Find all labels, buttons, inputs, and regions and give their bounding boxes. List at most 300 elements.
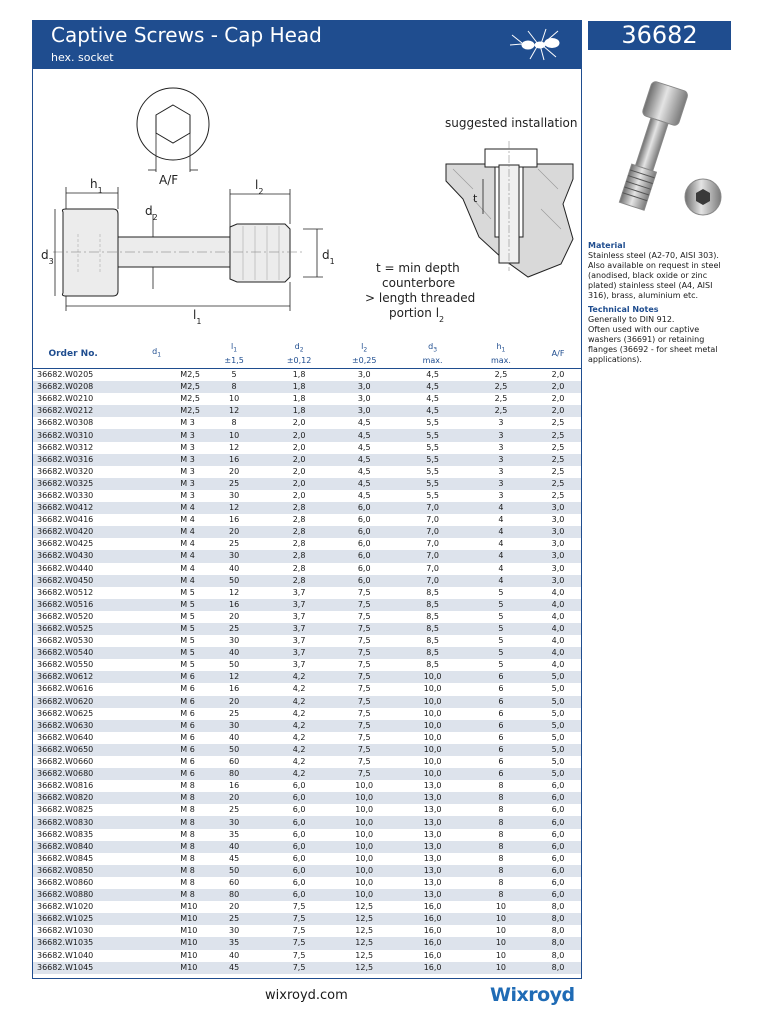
table-row: [33, 720, 581, 732]
table-cell: M2,5: [113, 381, 200, 393]
table-cell: 3,7: [292, 636, 306, 646]
table-cell: 40: [228, 563, 240, 573]
table-cell: 2,8: [292, 539, 306, 549]
column-header-label: $d_2$: [294, 342, 304, 354]
table-cell: 12,5: [330, 913, 398, 925]
table-cell: 20: [200, 792, 268, 804]
table-cell: 7,0: [398, 502, 466, 514]
table-row: [33, 659, 581, 671]
table-cell: 4,2: [292, 708, 306, 718]
table-cell: 10: [495, 950, 507, 960]
order-number-cell: 36682.W0412: [33, 502, 113, 514]
table-cell: 4,5: [330, 454, 398, 466]
technical-text-1: Generally to DIN 912.: [588, 315, 675, 324]
order-number-cell: 36682.W0880: [33, 889, 113, 901]
label-d2: $d_2$: [145, 204, 158, 222]
order-number-cell: 36682.W1020: [37, 902, 94, 912]
table-cell: 5: [467, 623, 535, 635]
table-row: [33, 466, 581, 478]
table-cell: 5,0: [535, 671, 581, 683]
order-number-cell: 36682.W0845: [37, 853, 94, 863]
table-cell: 8,0: [535, 937, 581, 949]
table-row: [33, 442, 581, 454]
table-cell: 30: [228, 926, 240, 936]
table-cell: 4: [498, 539, 504, 549]
table-cell: 12,5: [330, 937, 398, 949]
table-cell: 2,0: [535, 405, 581, 417]
table-row: [33, 647, 581, 659]
column-header-tolerance: ±1,5: [224, 355, 244, 365]
table-cell: 40: [200, 647, 268, 659]
table-row: [33, 683, 581, 695]
table-cell: 5,0: [551, 757, 565, 767]
table-cell: M10: [113, 937, 200, 949]
order-number-cell: 36682.W0325: [33, 478, 113, 490]
order-number-cell: 36682.W0820: [33, 792, 113, 804]
table-cell: M 8: [113, 792, 200, 804]
table-cell: 4,5: [357, 466, 371, 476]
hex-socket-icon: [156, 105, 190, 143]
order-number-cell: 36682.W0430: [33, 550, 113, 562]
table-cell: 7,5: [357, 708, 371, 718]
table-cell: 7,0: [426, 563, 439, 573]
table-cell: 5,0: [535, 720, 581, 732]
order-number-cell: 36682.W0516: [33, 599, 113, 611]
table-cell: 6,0: [268, 865, 330, 877]
table-cell: M 4: [180, 515, 195, 525]
table-cell: 12: [200, 671, 268, 683]
order-number-cell: 36682.W0316: [33, 454, 113, 466]
table-cell: 12: [200, 502, 268, 514]
table-cell: M 8: [180, 781, 195, 791]
order-number-cell: 36682.W0308: [37, 418, 94, 428]
table-cell: 16,0: [423, 950, 442, 960]
order-number-cell: 36682.W0416: [37, 515, 94, 525]
table-cell: 16: [200, 454, 268, 466]
table-row: [33, 526, 581, 538]
table-cell: 10,0: [423, 708, 442, 718]
table-cell: M 8: [180, 853, 195, 863]
table-cell: M 8: [180, 829, 195, 839]
brand-logo: Wixroyd: [490, 984, 575, 1006]
table-cell: M 6: [113, 696, 200, 708]
table-row: [33, 756, 581, 768]
table-cell: 5: [498, 636, 504, 646]
table-cell: 4,5: [330, 429, 398, 441]
table-cell: 10: [495, 926, 507, 936]
table-cell: 2,0: [268, 429, 330, 441]
table-cell: M 3: [180, 418, 195, 428]
table-cell: 3,0: [551, 539, 565, 549]
table-cell: 8: [467, 792, 535, 804]
table-cell: 2,5: [551, 418, 565, 428]
table-cell: 10,0: [330, 865, 398, 877]
table-cell: 7,5: [330, 696, 398, 708]
table-cell: 60: [228, 757, 240, 767]
table-row: [33, 587, 581, 599]
label-l1: $l_1$: [193, 308, 202, 326]
table-cell: 6,0: [535, 816, 581, 828]
table-cell: M 5: [180, 660, 195, 670]
table-cell: 7,0: [398, 550, 466, 562]
order-number-cell: 36682.W1025: [33, 913, 113, 925]
order-number-cell: 36682.W0425: [37, 539, 94, 549]
table-cell: 40: [228, 732, 240, 742]
column-header: [113, 340, 200, 369]
installation-note-1: t = min depth: [376, 261, 460, 275]
table-cell: M 8: [113, 865, 200, 877]
table-cell: 12: [200, 405, 268, 417]
table-cell: 5,0: [535, 768, 581, 780]
table-cell: 6,0: [268, 889, 330, 901]
table-cell: M 4: [180, 563, 195, 573]
table-cell: M2,5: [180, 394, 200, 404]
table-cell: 4,5: [426, 394, 439, 404]
table-cell: 12: [228, 442, 240, 452]
table-cell: M 5: [180, 587, 195, 597]
table-cell: 3,7: [268, 647, 330, 659]
table-cell: 4,2: [292, 757, 306, 767]
table-cell: M 6: [180, 732, 195, 742]
table-cell: 8,5: [426, 660, 439, 670]
table-cell: 1,8: [268, 405, 330, 417]
installation-title: suggested installation: [445, 116, 578, 130]
table-cell: 20: [200, 526, 268, 538]
table-cell: 2,5: [551, 466, 565, 476]
table-cell: 8: [498, 853, 504, 863]
table-cell: 16,0: [398, 962, 466, 974]
order-number-cell: 36682.W0850: [33, 865, 113, 877]
label-l2: $l_2$: [255, 178, 264, 196]
table-cell: 6,0: [330, 502, 398, 514]
table-cell: 16: [200, 599, 268, 611]
table-cell: 3,7: [292, 587, 306, 597]
table-cell: 13,0: [423, 781, 442, 791]
table-row: [33, 732, 581, 744]
table-row: [33, 962, 581, 974]
order-number-cell: 36682.W0208: [33, 381, 113, 393]
table-cell: 12,5: [355, 926, 374, 936]
table-cell: 5,0: [535, 696, 581, 708]
table-cell: 6,0: [292, 877, 306, 887]
technical-heading: Technical Notes: [588, 305, 659, 314]
table-row: [33, 768, 581, 780]
table-cell: 5,5: [426, 418, 439, 428]
table-cell: 2,5: [494, 370, 508, 380]
table-row: [33, 877, 581, 889]
table-cell: 16,0: [398, 913, 466, 925]
installation-note-4: portion $l_2$: [389, 306, 445, 324]
order-number-cell: 36682.W0210: [37, 394, 94, 404]
table-cell: 7,5: [357, 660, 371, 670]
order-number-cell: 36682.W0420: [33, 526, 113, 538]
table-cell: 6: [467, 696, 535, 708]
table-cell: 4,5: [357, 490, 371, 500]
table-row: [33, 369, 581, 382]
table-cell: 7,5: [268, 962, 330, 974]
table-cell: 5: [498, 587, 504, 597]
table-cell: 4,0: [535, 599, 581, 611]
table-cell: M 6: [113, 671, 200, 683]
order-number-cell: 36682.W0625: [37, 708, 94, 718]
table-cell: 13,0: [423, 853, 442, 863]
table-cell: 6,0: [292, 853, 306, 863]
table-row: [33, 913, 581, 925]
table-cell: 5: [467, 647, 535, 659]
table-cell: 4,5: [398, 381, 466, 393]
order-number-cell: 36682.W0212: [33, 405, 113, 417]
table-cell: 45: [200, 962, 268, 974]
table-cell: 2,5: [551, 442, 565, 452]
table-cell: 10,0: [330, 792, 398, 804]
table-cell: 8: [498, 805, 504, 815]
column-header-label: $l_1$: [231, 342, 238, 354]
table-cell: 2,5: [551, 490, 565, 500]
table-cell: 7,5: [357, 611, 371, 621]
table-cell: 2,0: [551, 394, 565, 404]
table-cell: 8,0: [535, 913, 581, 925]
ant-icon: [508, 25, 578, 65]
table-cell: 2,8: [292, 515, 306, 525]
table-cell: 7,0: [426, 515, 439, 525]
table-row: [33, 780, 581, 792]
table-cell: 4,2: [268, 744, 330, 756]
table-cell: 7,5: [292, 950, 306, 960]
table-cell: 8: [498, 781, 504, 791]
table-cell: 2,0: [268, 454, 330, 466]
table-cell: 4,0: [535, 623, 581, 635]
table-cell: 6,0: [292, 829, 306, 839]
table-cell: 3,7: [268, 599, 330, 611]
table-cell: 5,0: [535, 744, 581, 756]
table-cell: 80: [200, 768, 268, 780]
table-cell: 8,5: [398, 599, 466, 611]
table-cell: 5: [231, 370, 237, 380]
table-cell: 4,5: [357, 418, 371, 428]
table-cell: 5,5: [426, 490, 439, 500]
order-number-cell: 36682.W0630: [33, 720, 113, 732]
table-row: [33, 708, 581, 720]
table-cell: 6,0: [551, 853, 565, 863]
table-cell: 4,2: [292, 732, 306, 742]
table-cell: 3,7: [292, 660, 306, 670]
column-header-label: $l_2$: [361, 342, 368, 354]
column-header: [398, 340, 466, 369]
table-cell: 6: [498, 684, 504, 694]
table-cell: 10,0: [330, 889, 398, 901]
table-row: [33, 853, 581, 865]
table-cell: 5,0: [551, 708, 565, 718]
table-cell: 4: [467, 550, 535, 562]
table-cell: 10,0: [398, 696, 466, 708]
table-cell: 8: [231, 418, 237, 428]
table-cell: 10: [495, 902, 507, 912]
table-cell: 5: [467, 599, 535, 611]
table-cell: 2,0: [292, 418, 306, 428]
table-cell: 10,0: [355, 877, 374, 887]
table-cell: M 6: [180, 757, 195, 767]
table-cell: 4,5: [357, 442, 371, 452]
column-header-label: $d_3$: [428, 342, 438, 354]
table-cell: M 3: [113, 429, 200, 441]
table-row: [33, 744, 581, 756]
table-cell: 2,5: [467, 405, 535, 417]
order-number-cell: 36682.W0520: [37, 611, 94, 621]
table-cell: 13,0: [423, 805, 442, 815]
product-photo: [588, 70, 731, 238]
order-number-cell: 36682.W0312: [37, 442, 94, 452]
table-cell: 6,0: [330, 526, 398, 538]
table-cell: 6: [467, 720, 535, 732]
table-cell: 6,0: [292, 805, 306, 815]
table-cell: 3: [467, 454, 535, 466]
table-cell: 7,5: [268, 937, 330, 949]
table-cell: 5,5: [398, 429, 466, 441]
table-cell: 4: [498, 563, 504, 573]
table-cell: 6,0: [535, 841, 581, 853]
table-cell: 2,8: [292, 563, 306, 573]
table-cell: M 4: [113, 575, 200, 587]
table-cell: 30: [200, 816, 268, 828]
table-cell: M 6: [180, 684, 195, 694]
table-cell: M10: [113, 913, 200, 925]
table-cell: 10: [467, 937, 535, 949]
table-cell: 6,0: [535, 792, 581, 804]
table-cell: 6,0: [330, 550, 398, 562]
table-cell: 3,0: [357, 370, 371, 380]
table-cell: 6: [498, 757, 504, 767]
table-cell: M2,5: [180, 370, 200, 380]
column-header-tolerance: max.: [422, 355, 443, 365]
table-cell: 30: [200, 720, 268, 732]
table-cell: 5,0: [551, 732, 565, 742]
table-row: [33, 889, 581, 901]
table-row: [33, 635, 581, 647]
table-cell: 6,0: [357, 539, 371, 549]
table-cell: 13,0: [423, 877, 442, 887]
table-cell: 7,5: [330, 768, 398, 780]
table-cell: 3,0: [535, 550, 581, 562]
table-cell: 5: [498, 660, 504, 670]
table-cell: M 4: [113, 502, 200, 514]
table-cell: 50: [228, 660, 240, 670]
label-af: A/F: [159, 173, 179, 187]
table-cell: 2,5: [535, 429, 581, 441]
column-header-tolerance: ±0,12: [286, 355, 312, 365]
table-cell: 30: [228, 636, 240, 646]
table-cell: 2,0: [292, 442, 306, 452]
table-cell: 3,7: [292, 611, 306, 621]
page-subtitle: hex. socket: [51, 51, 114, 64]
table-cell: 4,2: [268, 720, 330, 732]
table-cell: 20: [200, 696, 268, 708]
order-number-cell: 36682.W0680: [33, 768, 113, 780]
table-cell: 2,5: [535, 478, 581, 490]
table-cell: 1,8: [292, 394, 306, 404]
table-cell: 6,0: [551, 781, 565, 791]
table-cell: 2,0: [268, 478, 330, 490]
table-cell: 45: [228, 853, 240, 863]
order-number-cell: 36682.W0660: [37, 757, 94, 767]
table-cell: 2,8: [268, 575, 330, 587]
table-row: [33, 550, 581, 562]
table-cell: M 6: [113, 720, 200, 732]
table-cell: 40: [200, 841, 268, 853]
table-cell: 13,0: [423, 829, 442, 839]
table-cell: 1,8: [268, 381, 330, 393]
table-cell: 7,0: [426, 539, 439, 549]
page-title: Captive Screws - Cap Head: [51, 23, 322, 47]
table-cell: 1,8: [292, 370, 306, 380]
footer-url[interactable]: wixroyd.com: [265, 988, 348, 1003]
order-number-cell: 36682.W0525: [33, 623, 113, 635]
table-cell: 6: [498, 708, 504, 718]
table-row: [33, 514, 581, 526]
order-number-cell: 36682.W0620: [33, 696, 113, 708]
technical-drawing: [33, 69, 581, 339]
table-cell: 12,5: [355, 902, 374, 912]
table-cell: 30: [228, 490, 240, 500]
table-cell: 4,2: [268, 696, 330, 708]
table-cell: M 6: [180, 708, 195, 718]
label-t: t: [473, 192, 478, 205]
table-cell: M10: [180, 950, 198, 960]
table-cell: 4,0: [551, 611, 565, 621]
table-cell: 4,5: [398, 405, 466, 417]
table-cell: 6,0: [551, 805, 565, 815]
table-cell: 25: [200, 913, 268, 925]
table-cell: 5,5: [426, 442, 439, 452]
table-cell: 3: [467, 478, 535, 490]
table-cell: 7,5: [357, 636, 371, 646]
table-cell: 6: [467, 768, 535, 780]
table-cell: M 6: [113, 744, 200, 756]
table-cell: 8: [200, 381, 268, 393]
order-number-cell: 36682.W0310: [33, 429, 113, 441]
table-cell: M 8: [180, 877, 195, 887]
table-cell: 6,0: [357, 563, 371, 573]
table-cell: 8,0: [551, 950, 565, 960]
column-header: [467, 340, 535, 369]
table-row: [33, 829, 581, 841]
table-cell: M 5: [113, 647, 200, 659]
table-cell: 13,0: [398, 816, 466, 828]
table-cell: M10: [180, 926, 198, 936]
table-cell: 7,0: [398, 575, 466, 587]
table-cell: 16,0: [423, 902, 442, 912]
table-cell: M 4: [113, 550, 200, 562]
table-cell: 8: [467, 841, 535, 853]
table-cell: M 3: [113, 454, 200, 466]
table-row: [33, 937, 581, 949]
table-cell: 3,0: [551, 515, 565, 525]
table-cell: M10: [113, 962, 200, 974]
table-cell: 25: [228, 805, 240, 815]
table-cell: 10,0: [355, 829, 374, 839]
table-cell: M 3: [180, 442, 195, 452]
table-cell: 4,5: [426, 370, 439, 380]
table-cell: M 4: [180, 539, 195, 549]
table-cell: M 3: [180, 490, 195, 500]
table-cell: 2,0: [551, 370, 565, 380]
table-cell: 3: [498, 418, 504, 428]
table-cell: 40: [228, 950, 240, 960]
table-row: [33, 901, 581, 913]
table-cell: 20: [228, 611, 240, 621]
table-cell: 4,2: [292, 684, 306, 694]
table-cell: 25: [200, 623, 268, 635]
table-cell: 2,0: [292, 490, 306, 500]
